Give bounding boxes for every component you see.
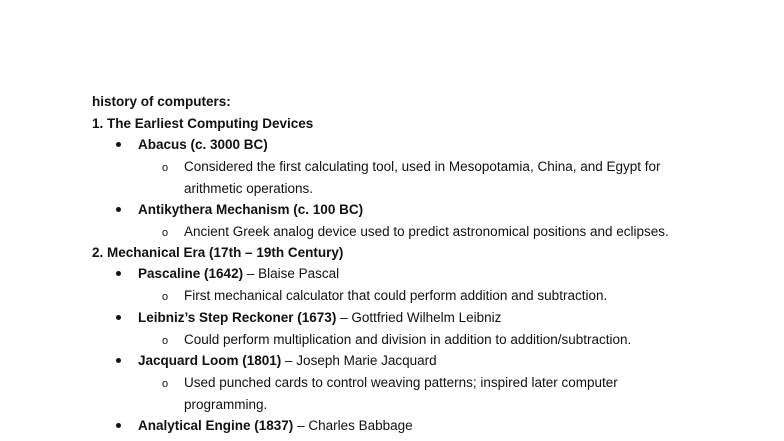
pascaline-detail: First mechanical calculator that could perform addition and subtraction.: [184, 288, 608, 303]
bullet-icon: [116, 358, 121, 363]
antikythera-detail: Ancient Greek analog device used to predict astronomical positions and eclipses.: [184, 224, 669, 239]
bullet-icon: [116, 423, 121, 428]
sub-bullet-icon: o: [162, 335, 169, 347]
leibniz-inventor: – Gottfried Wilhelm Leibniz: [336, 310, 502, 325]
jacquard-name: Jacquard Loom (1801): [138, 353, 282, 368]
bullet-icon: [116, 271, 121, 276]
pascaline-inventor: – Blaise Pascal: [243, 266, 340, 281]
bullet-icon: [116, 315, 121, 320]
item-leibniz: [138, 309, 501, 327]
jacquard-detail-line1: Used punched cards to control weaving patterns; inspired later computer: [184, 375, 618, 390]
analytical-inventor: – Charles Babbage: [293, 418, 413, 433]
pascaline-name: Pascaline (1642): [138, 266, 244, 281]
leibniz-detail: Could perform multiplication and division in addition to addition/subtraction.: [184, 332, 632, 347]
jacquard-detail-line2: programming.: [184, 397, 268, 412]
jacquard-inventor: – Joseph Marie Jacquard: [281, 353, 437, 368]
abacus-detail-line1: Considered the first calculating tool, used in Mesopotamia, China, and Egypt for: [184, 159, 661, 174]
bullet-icon: [116, 142, 121, 147]
section-heading-earliest: 1. The Earliest Computing Devices: [92, 116, 314, 131]
analytical-name: Analytical Engine (1837): [138, 418, 294, 433]
section-heading-mechanical: 2. Mechanical Era (17th – 19th Century): [92, 245, 344, 260]
item-antikythera: Antikythera Mechanism (c. 100 BC): [138, 202, 364, 217]
sub-bullet-icon: o: [162, 162, 169, 174]
item-analytical-engine: [138, 417, 413, 435]
leibniz-name: Leibniz’s Step Reckoner (1673): [138, 310, 337, 325]
sub-bullet-icon: o: [162, 378, 169, 390]
item-pascaline: [138, 265, 339, 283]
bullet-icon: [116, 207, 121, 212]
item-abacus: Abacus (c. 3000 BC): [138, 137, 268, 152]
item-jacquard: [138, 352, 437, 370]
sub-bullet-icon: o: [162, 227, 169, 239]
sub-bullet-icon: o: [162, 291, 169, 303]
abacus-detail-line2: arithmetic operations.: [184, 181, 314, 196]
document-title: history of computers:: [92, 94, 231, 109]
